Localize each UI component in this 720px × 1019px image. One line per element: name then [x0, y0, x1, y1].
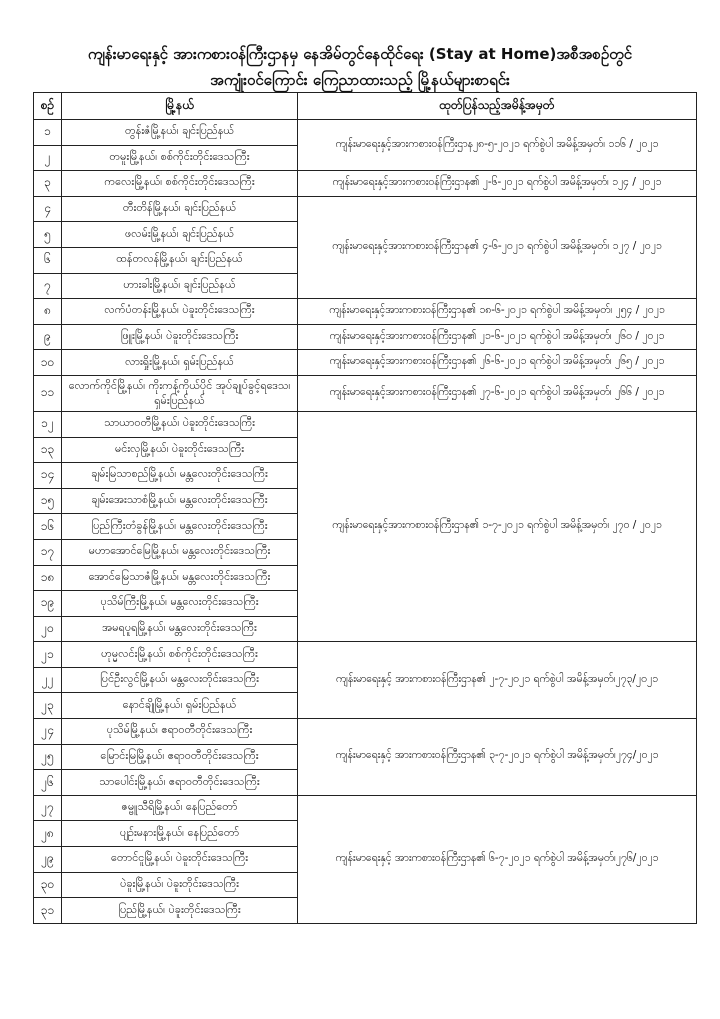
township-cell: ချမ်းမြသာစည်မြို့နယ်၊ မန္တလေးတိုင်းဒေသကြီး [62, 463, 298, 489]
township-cell: တောင်ငူမြို့နယ်၊ ပဲခူးတိုင်းဒေသကြီး [62, 847, 298, 873]
township-cell: ကလေးမြို့နယ်၊ စစ်ကိုင်းတိုင်းဒေသကြီး [62, 171, 298, 197]
table-row [34, 795, 697, 821]
township-cell: မင်းလှမြို့နယ်၊ ပဲခူးတိုင်းဒေသကြီး [62, 437, 298, 463]
township-cell: လားရှိုးမြို့နယ်၊ ရှမ်းပြည်နယ် [62, 350, 298, 376]
row-number: ၁ [34, 120, 62, 146]
township-cell: ဟုမ္မလင်းမြို့နယ်၊ စစ်ကိုင်းတိုင်းဒေသကြီး [62, 642, 298, 668]
table-row [34, 196, 697, 222]
table-row [34, 642, 697, 668]
township-cell: ပြည်ကြီးတံခွန်မြို့နယ်၊ မန္တလေးတိုင်းဒေသကြီး [62, 514, 298, 540]
order-cell: ကျန်းမာရေးနှင့် အားကစားဝန်ကြီးဌာန၏ ၃-၇-၂၀၂၁ ရက်စွဲပါ အမိန့်အမှတ်၊၂၇၄/၂၀၂၁ [298, 719, 697, 796]
row-number: ၁၁ [34, 375, 62, 411]
order-cell: ကျန်းမာရေးနှင့်အားကစားဝန်ကြီးဌာန၂၈-၅-၂၀၂၁ ရက်စွဲပါ အမိန့်အမှတ်၊ ၁၁၆ / ၂၀၂၁ [298, 120, 697, 171]
order-cell: ကျန်းမာရေးနှင့်အားကစားဝန်ကြီးဌာန၏ ၁-၇-၂၀၂၁ ရက်စွဲပါ အမိန့်အမှတ်၊ ၂၇၀ / ၂၀၂၁ [298, 411, 697, 641]
row-number: ၁၃ [34, 437, 62, 463]
township-cell: ပုသိမ်မြို့နယ်၊ ဧရာဝတီတိုင်းဒေသကြီး [62, 719, 298, 745]
header-township: မြို့နယ် [62, 93, 298, 120]
township-cell: သာယာဝတီမြို့နယ်၊ ပဲခူးတိုင်းဒေသကြီး [62, 411, 298, 437]
order-cell: ကျန်းမာရေးနှင့် အားကစားဝန်ကြီးဌာန၏ ၂-၇-၂၀၂၁ ရက်စွဲပါ အမိန့်အမှတ်၊၂၇၃/၂၀၂၁ [298, 642, 697, 719]
row-number: ၃ [34, 171, 62, 197]
township-cell: လက်ပံတန်းမြို့နယ်၊ ပဲခူးတိုင်းဒေသကြီး [62, 299, 298, 325]
row-number: ၂၉ [34, 847, 62, 873]
row-number: ၃၀ [34, 872, 62, 898]
row-number: ၂၄ [34, 719, 62, 745]
township-cell: ချမ်းအေးသာစံမြို့နယ်၊ မန္တလေးတိုင်းဒေသကြီး [62, 488, 298, 514]
order-cell: ကျန်းမာရေးနှင့်အားကစားဝန်ကြီးဌာန၏ ၂-၆-၂၀၂၁ ရက်စွဲပါ အမိန့်အမှတ်၊ ၁၂၄ / ၂၀၂၁ [298, 171, 697, 197]
township-cell: ပုသိမ်ကြီးမြို့နယ်၊ မန္တလေးတိုင်းဒေသကြီး [62, 591, 298, 617]
row-number: ၄ [34, 196, 62, 222]
row-number: ၂၆ [34, 770, 62, 796]
row-number: ၁၇ [34, 539, 62, 565]
row-number: ၁၉ [34, 591, 62, 617]
township-cell: ဖလမ်းမြို့နယ်၊ ချင်းပြည်နယ် [62, 222, 298, 248]
row-number: ၅ [34, 222, 62, 248]
row-number: ၈ [34, 299, 62, 325]
township-cell: အမရပူရမြို့နယ်၊ မန္တလေးတိုင်းဒေသကြီး [62, 616, 298, 642]
township-cell: ထန်တလန်မြို့နယ်၊ ချင်းပြည်နယ် [62, 247, 298, 273]
table-row [34, 171, 697, 197]
row-number: ၂၅ [34, 744, 62, 770]
row-number: ၃၁ [34, 898, 62, 924]
table-row [34, 411, 697, 437]
row-number: ၁၀ [34, 350, 62, 376]
townships-table [33, 92, 697, 924]
township-cell: နောင်ချိုမြို့နယ်၊ ရှမ်းပြည်နယ် [62, 693, 298, 719]
township-cell: သာပေါင်းမြို့နယ်၊ ဧရာဝတီတိုင်းဒေသကြီး [62, 770, 298, 796]
row-number: ၁၆ [34, 514, 62, 540]
row-number: ၂၀ [34, 616, 62, 642]
table-row [34, 120, 697, 146]
township-cell: လောက်ကိုင်မြို့နယ်၊ ကိုးကန့်ကိုယ်ပိုင် အုပ်ချုပ်ခွင့်ရဒေသ၊ ရှမ်းပြည်နယ် [62, 375, 298, 411]
order-cell: ကျန်းမာရေးနှင့်အားကစားဝန်ကြီးဌာန၏ ၁၈-၆-၂၀၂၁ ရက်စွဲပါ အမိန့်အမှတ်၊ ၂၅၄ / ၂၀၂၁ [298, 299, 697, 325]
township-cell: ဖြူးမြို့နယ်၊ ပဲခူးတိုင်းဒေသကြီး [62, 324, 298, 350]
order-cell: ကျန်းမာရေးနှင့်အားကစားဝန်ကြီးဌာန၏ ၂၁-၆-၂၀၂၁ ရက်စွဲပါ အမိန့်အမှတ်၊ ၂၆၀ / ၂၀၂၁ [298, 324, 697, 350]
order-cell: ကျန်းမာရေးနှင့်အားကစားဝန်ကြီးဌာန၏ ၂၆-၆-၂၀၂၁ ရက်စွဲပါ အမိန့်အမှတ်၊ ၂၆၅ / ၂၀၂၁ [298, 350, 697, 376]
row-number: ၁၅ [34, 488, 62, 514]
township-cell: ပြင်ဦးလွင်မြို့နယ်၊ မန္တလေးတိုင်းဒေသကြီး [62, 667, 298, 693]
row-number: ၁၄ [34, 463, 62, 489]
table-row [34, 350, 697, 376]
township-cell: တွန်းဇံမြို့နယ်၊ ချင်းပြည်နယ် [62, 120, 298, 146]
township-cell: တမူးမြို့နယ်၊ စစ်ကိုင်းတိုင်းဒေသကြီး [62, 145, 298, 171]
document-title-line1: ကျန်းမာရေးနှင့် အားကစားဝန်ကြီးဌာနမှ နေအိမ်တွင်နေထိုင်ရေး (Stay at Home)အစီအစဉ်တွင် [87, 45, 633, 63]
row-number: ၆ [34, 247, 62, 273]
row-number: ၉ [34, 324, 62, 350]
row-number: ၁၈ [34, 565, 62, 591]
row-number: ၂၃ [34, 693, 62, 719]
township-cell: ပဲခူးမြို့နယ်၊ ပဲခူးတိုင်းဒေသကြီး [62, 872, 298, 898]
row-number: ၁၂ [34, 411, 62, 437]
township-cell: ဇမ္ဗူသီရိမြို့နယ်၊ နေပြည်တော် [62, 795, 298, 821]
township-cell: မြောင်းမြမြို့နယ်၊ ဧရာဝတီတိုင်းဒေသကြီး [62, 744, 298, 770]
row-number: ၇ [34, 273, 62, 299]
table-row [34, 375, 697, 411]
township-cell: မဟာအောင်မြေမြို့နယ်၊ မန္တလေးတိုင်းဒေသကြီး [62, 539, 298, 565]
document-title-line2: အကျုံးဝင်ကြောင်း ကြေညာထားသည့် မြို့နယ်များစာရင်း [210, 71, 510, 89]
table-row [34, 324, 697, 350]
header-order: ထုတ်ပြန်သည့်အမိန့်အမှတ် [298, 93, 697, 120]
header-no: စဉ် [34, 93, 62, 120]
table-row [34, 719, 697, 745]
row-number: ၂၈ [34, 821, 62, 847]
township-cell: ပြည်မြို့နယ်၊ ပဲခူးတိုင်းဒေသကြီး [62, 898, 298, 924]
order-cell: ကျန်းမာရေးနှင့်အားကစားဝန်ကြီးဌာန၏ ၄-၆-၂၀၂၁ ရက်စွဲပါ အမိန့်အမှတ်၊ ၁၂၇ / ၂၀၂၁ [298, 196, 697, 298]
order-cell: ကျန်းမာရေးနှင့်အားကစားဝန်ကြီးဌာန၏ ၂၇-၆-၂၀၂၁ ရက်စွဲပါ အမိန့်အမှတ်၊ ၂၆၆ / ၂၀၂၁ [298, 375, 697, 411]
table-row [34, 299, 697, 325]
township-cell: ပျဉ်းမနားမြို့နယ်၊ နေပြည်တော် [62, 821, 298, 847]
township-cell: အောင်မြေသာဇံမြို့နယ်၊ မန္တလေးတိုင်းဒေသကြီး [62, 565, 298, 591]
row-number: ၂၇ [34, 795, 62, 821]
township-cell: ဟားခါးမြို့နယ်၊ ချင်းပြည်နယ် [62, 273, 298, 299]
township-cell: တီးတိန်မြို့နယ်၊ ချင်းပြည်နယ် [62, 196, 298, 222]
table-header-row [34, 93, 697, 120]
row-number: ၂ [34, 145, 62, 171]
row-number: ၂၁ [34, 642, 62, 668]
row-number: ၂၂ [34, 667, 62, 693]
order-cell: ကျန်းမာရေးနှင့် အားကစားဝန်ကြီးဌာန၏ ၆-၇-၂၀၂၁ ရက်စွဲပါ အမိန့်အမှတ်၊၂၇၆/၂၀၂၁ [298, 795, 697, 923]
